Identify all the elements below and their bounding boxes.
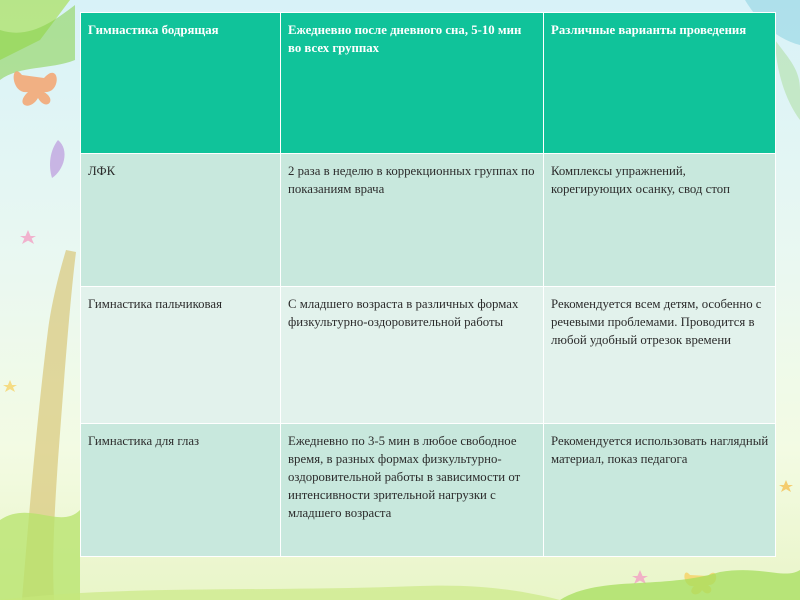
flower-icon — [632, 570, 648, 584]
leaf-icon — [775, 40, 800, 120]
gymnastics-table — [80, 12, 776, 557]
header-cell-schedule: Ежедневно после дневного сна, 5-10 мин во всех группах — [281, 13, 544, 154]
butterfly-icon — [14, 71, 57, 105]
table-cell: 2 раза в неделю в коррекционных группах по показаниям врача — [281, 154, 544, 287]
flower-icon — [3, 380, 17, 392]
table-cell: Гимнастика для глаз — [81, 424, 281, 557]
grass-icon — [0, 510, 80, 600]
table-cell: Комплексы упражнений, корегирующих осанку, свод стоп — [544, 154, 776, 287]
table-cell: ЛФК — [81, 154, 281, 287]
table-cell: Гимнастика пальчиковая — [81, 287, 281, 424]
flower-icon — [779, 480, 793, 492]
table-cell: Ежедневно по 3-5 мин в любое свободное время, в разных формах физкультурно-оздоровительной работы в зависимости от интенсивности зрительной нагрузки с младшего возраста — [281, 424, 544, 557]
table-cell: Рекомендуется всем детям, особенно с речевыми проблемами. Проводится в любой удобный отрезок времени — [544, 287, 776, 424]
table-header-row — [81, 13, 776, 154]
table-cell: Рекомендуется использовать наглядный материал, показ педагога — [544, 424, 776, 557]
grass-icon — [560, 570, 800, 600]
table-row — [81, 154, 776, 287]
grass-icon — [0, 586, 560, 600]
leaf-icon — [50, 140, 65, 178]
table-row — [81, 287, 776, 424]
header-cell-notes: Различные варианты проведения — [544, 13, 776, 154]
header-cell-type: Гимнастика бодрящая — [81, 13, 281, 154]
flower-icon — [20, 230, 36, 244]
table-row — [81, 424, 776, 557]
table-cell: С младшего возраста в различных формах физкультурно-оздоровительной работы — [281, 287, 544, 424]
